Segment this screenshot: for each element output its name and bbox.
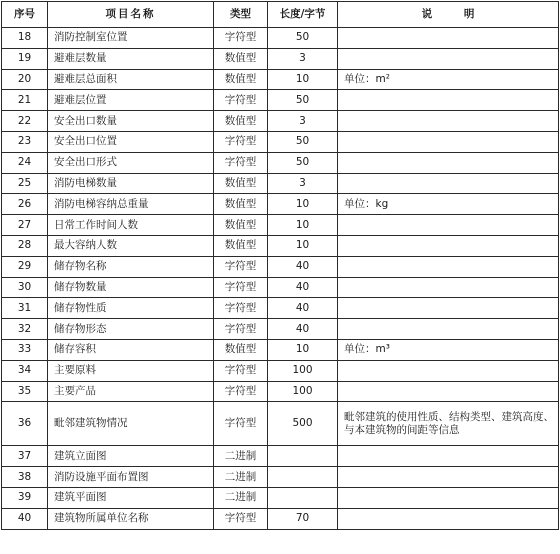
- table-row: [2, 90, 559, 111]
- cell-no: 24: [2, 152, 48, 173]
- table-row: [2, 48, 559, 69]
- cell-desc: [338, 381, 559, 402]
- cell-desc: [338, 446, 559, 467]
- cell-type: 数值型: [214, 48, 268, 69]
- cell-name: 安全出口位置: [48, 131, 214, 152]
- table-header: [2, 2, 559, 28]
- cell-type: 数值型: [214, 69, 268, 90]
- cell-no: 30: [2, 277, 48, 298]
- table-row: [2, 235, 559, 256]
- cell-type: 字符型: [214, 256, 268, 277]
- cell-type: 二进制: [214, 446, 268, 467]
- cell-length: 70: [268, 508, 338, 529]
- cell-length: 500: [268, 402, 338, 446]
- cell-desc: [338, 277, 559, 298]
- table-row: [2, 28, 559, 49]
- header-name: 项目名称: [48, 2, 214, 28]
- cell-name: 避难层总面积: [48, 69, 214, 90]
- cell-name: 储存物形态: [48, 319, 214, 340]
- cell-name: 安全出口数量: [48, 111, 214, 132]
- header-no: 序号: [2, 2, 48, 28]
- cell-name: 储存物名称: [48, 256, 214, 277]
- cell-name: 日常工作时间人数: [48, 215, 214, 236]
- cell-name: 避难层位置: [48, 90, 214, 111]
- cell-no: 23: [2, 131, 48, 152]
- cell-type: 字符型: [214, 152, 268, 173]
- cell-length: 40: [268, 277, 338, 298]
- cell-name: 储存物数量: [48, 277, 214, 298]
- table-row: [2, 487, 559, 508]
- cell-name: 主要原料: [48, 360, 214, 381]
- table-row: [2, 339, 559, 360]
- table-row: [2, 381, 559, 402]
- field-spec-table-container: [1, 1, 558, 530]
- cell-no: 33: [2, 339, 48, 360]
- cell-no: 26: [2, 194, 48, 215]
- cell-desc: [338, 360, 559, 381]
- table-row: [2, 319, 559, 340]
- header-desc: 说 明: [338, 2, 559, 28]
- table-row: [2, 508, 559, 529]
- header-row: [2, 2, 559, 28]
- cell-desc: [338, 48, 559, 69]
- cell-name: 消防控制室位置: [48, 28, 214, 49]
- cell-no: 25: [2, 173, 48, 194]
- cell-no: 18: [2, 28, 48, 49]
- cell-no: 19: [2, 48, 48, 69]
- cell-length: 10: [268, 69, 338, 90]
- cell-desc: [338, 298, 559, 319]
- cell-name: 主要产品: [48, 381, 214, 402]
- cell-no: 27: [2, 215, 48, 236]
- cell-type: 数值型: [214, 173, 268, 194]
- cell-desc: [338, 467, 559, 488]
- cell-length: 100: [268, 360, 338, 381]
- table-row: [2, 446, 559, 467]
- table-row: [2, 111, 559, 132]
- cell-type: 字符型: [214, 402, 268, 446]
- table-row: [2, 152, 559, 173]
- cell-length: 3: [268, 48, 338, 69]
- cell-name: 最大容纳人数: [48, 235, 214, 256]
- cell-type: 字符型: [214, 298, 268, 319]
- table-row: [2, 360, 559, 381]
- table-row: [2, 173, 559, 194]
- cell-type: 二进制: [214, 467, 268, 488]
- table-row: [2, 298, 559, 319]
- cell-type: 字符型: [214, 360, 268, 381]
- cell-desc: [338, 131, 559, 152]
- cell-desc: 单位：m²: [338, 69, 559, 90]
- cell-no: 37: [2, 446, 48, 467]
- cell-length: 50: [268, 28, 338, 49]
- cell-desc: [338, 28, 559, 49]
- cell-type: 数值型: [214, 339, 268, 360]
- table-row: [2, 69, 559, 90]
- cell-no: 40: [2, 508, 48, 529]
- cell-type: 字符型: [214, 90, 268, 111]
- cell-no: 32: [2, 319, 48, 340]
- cell-type: 字符型: [214, 381, 268, 402]
- table-row: [2, 131, 559, 152]
- cell-type: 字符型: [214, 319, 268, 340]
- cell-length: 100: [268, 381, 338, 402]
- cell-length: 50: [268, 152, 338, 173]
- cell-name: 消防电梯数量: [48, 173, 214, 194]
- cell-no: 36: [2, 402, 48, 446]
- cell-length: 10: [268, 235, 338, 256]
- table-body: [2, 28, 559, 530]
- cell-name: 储存容积: [48, 339, 214, 360]
- header-length: 长度/字节: [268, 2, 338, 28]
- cell-no: 38: [2, 467, 48, 488]
- table-row: [2, 277, 559, 298]
- cell-no: 28: [2, 235, 48, 256]
- cell-no: 39: [2, 487, 48, 508]
- cell-length: 10: [268, 215, 338, 236]
- cell-name: 建筑物所属单位名称: [48, 508, 214, 529]
- cell-name: 建筑平面图: [48, 487, 214, 508]
- table-row: [2, 194, 559, 215]
- cell-name: 消防设施平面布置图: [48, 467, 214, 488]
- cell-length: 50: [268, 131, 338, 152]
- cell-type: 数值型: [214, 194, 268, 215]
- cell-no: 34: [2, 360, 48, 381]
- cell-length: 40: [268, 298, 338, 319]
- cell-length: 40: [268, 256, 338, 277]
- cell-desc: [338, 319, 559, 340]
- cell-type: 二进制: [214, 487, 268, 508]
- cell-desc: [338, 152, 559, 173]
- cell-type: 数值型: [214, 111, 268, 132]
- table-row: [2, 402, 559, 446]
- table-row: [2, 215, 559, 236]
- cell-type: 字符型: [214, 131, 268, 152]
- cell-desc: [338, 111, 559, 132]
- cell-type: 字符型: [214, 277, 268, 298]
- cell-no: 31: [2, 298, 48, 319]
- cell-desc: [338, 508, 559, 529]
- field-spec-table: [1, 1, 559, 530]
- cell-desc: 单位：m³: [338, 339, 559, 360]
- cell-length: [268, 487, 338, 508]
- cell-length: 3: [268, 173, 338, 194]
- table-row: [2, 467, 559, 488]
- table-row: [2, 256, 559, 277]
- cell-desc: 单位：kg: [338, 194, 559, 215]
- cell-no: 21: [2, 90, 48, 111]
- cell-no: 22: [2, 111, 48, 132]
- cell-desc: [338, 235, 559, 256]
- cell-length: 50: [268, 90, 338, 111]
- cell-name: 避难层数量: [48, 48, 214, 69]
- cell-length: 3: [268, 111, 338, 132]
- cell-no: 35: [2, 381, 48, 402]
- cell-no: 20: [2, 69, 48, 90]
- cell-desc: [338, 90, 559, 111]
- cell-desc: [338, 487, 559, 508]
- cell-desc: [338, 173, 559, 194]
- cell-type: 字符型: [214, 508, 268, 529]
- cell-type: 数值型: [214, 215, 268, 236]
- cell-length: [268, 467, 338, 488]
- cell-type: 数值型: [214, 235, 268, 256]
- cell-length: 40: [268, 319, 338, 340]
- cell-desc: 毗邻建筑的使用性质、结构类型、建筑高度、与本建筑物的间距等信息: [338, 402, 559, 446]
- cell-name: 毗邻建筑物情况: [48, 402, 214, 446]
- cell-type: 字符型: [214, 28, 268, 49]
- header-type: 类型: [214, 2, 268, 28]
- cell-name: 储存物性质: [48, 298, 214, 319]
- cell-length: 10: [268, 194, 338, 215]
- cell-name: 安全出口形式: [48, 152, 214, 173]
- cell-length: 10: [268, 339, 338, 360]
- cell-name: 建筑立面图: [48, 446, 214, 467]
- cell-length: [268, 446, 338, 467]
- cell-name: 消防电梯容纳总重量: [48, 194, 214, 215]
- cell-no: 29: [2, 256, 48, 277]
- cell-desc: [338, 256, 559, 277]
- cell-desc: [338, 215, 559, 236]
